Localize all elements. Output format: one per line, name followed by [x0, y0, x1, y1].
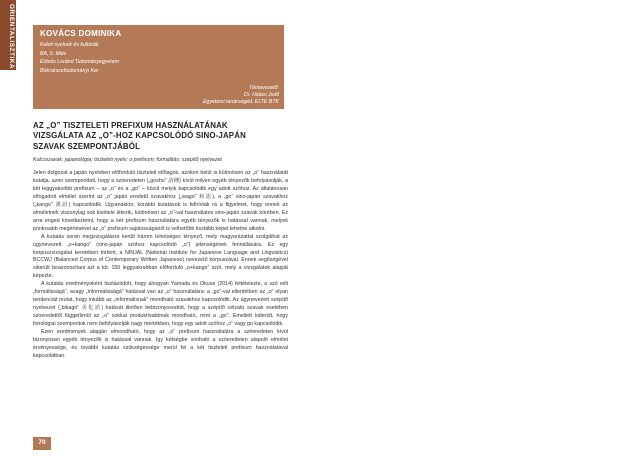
abstract-paragraph: Ezen eredmények alapján elmondható, hogy az „o” prefixum használatára a szóeredeten kívül bizonyosan egyéb tényezők is hatással vannak. Igy kétségbe vonható a szóeredeten alapuló elmélet érvényessége, és további kutatás szükségessége merül fel a két tiszteleti prefixum használatával kapcsolatban.	[33, 329, 288, 359]
section-side-tab	[0, 0, 16, 70]
supervisor-label: Témavezető:	[249, 85, 279, 91]
abstract-paragraph: A kutatás során megvizsgálásra került három lehetséges tényező, mely magyarázattal szolgálhat az úgynevezett „o+kango” (sino-japán szóhoz kapcsolódó „o”) jelenségének fennállására. Ez egy korpuszvizsgálat keretében történt, a NINJAL (National Institute for Japanese Language and Linguistics) BCCWJ (Balanced Corpus of Contemporary Written Japanese) nevezetű korpuszával. Ennek segítségével sikerült beazonosítani azt a kb. 150 leggyakrabban előforduló „o+kango” szót, mely a vizsgálatok alapját képezte.	[33, 233, 288, 280]
supervisor-name: Dr. Hidasi Judit	[244, 92, 279, 98]
author-header-box	[33, 25, 284, 109]
title-line: SZAVAK SZEMPONTJÁBÓL	[33, 141, 141, 151]
section-side-tab-label: ORIENTALISZTIKA	[8, 4, 15, 70]
affiliation-line: Eötvös Loránd Tudományegyetem	[40, 59, 119, 66]
supervisor-position: Egyetemi tanársegéd, ELTE BTK	[202, 99, 279, 105]
abstract-body	[33, 170, 288, 361]
author-name: KOVÁCS DOMINIKA	[40, 29, 122, 38]
page-number-box	[33, 437, 51, 450]
title-line: VIZSGÁLATA AZ „O”-HOZ KAPCSOLÓDÓ SINO-JAPÁN	[33, 131, 246, 141]
abstract-paragraph: A kutatás eredményeként tisztázódott, hogy ahogyan Yamada és Okuse (2014) feltételezte, a szó vélt „formálisságá”, avagy „informálisságá” hatással van az „o” használatára: a „go”-val ellentétben az „o” olyan tendenciát mutat, hogy inkább az „informálisnak” mondható szavakhoz kapcsolódik. Az úgynevezett szépítő nyelvezet („bikago” 美化語) hatását illetően bebizonyosodott, hogy a szépítő célzatú szavak esetében szóeredettől függetlenül az „o” sokkal produktívabbnak mondható, mint a „go”. Emellett kiderült, hogy fonológiai szempontok nem befolyásolják nagy mértékben, hogy egy adott szóhoz „o” vagy go kapcsolódik.	[33, 281, 288, 328]
article-title	[33, 121, 288, 152]
title-line: AZ „O” TISZTELETI PREFIXUM HASZNÁLATÁNAK	[33, 121, 228, 130]
affiliation-line: Keleti nyelvek és kultúrák	[40, 42, 99, 48]
affiliation-line: BA, 5. félév	[40, 50, 67, 57]
abstract-paragraph: Jelen dolgozat a japán nyelvben előforduló tiszteleti előtagok, azokon belül is különösen az „o” használatát kutatja, azon szempontból, hogy a szóeredeten („goshu” 語種) kívül milyen egyéb tényezők befolyásolják, a két leggyakoribb prefixum – az „o” és a „go” – közül melyik kapcsolódik egy adott szóhoz. Az általánosan elfogadott elmélet szerint az „o” japán eredetű szavakhoz („wago” 和語), a „go” sino-japán szavakhoz („kango” 漢語) kapcsolódik. Ugyanakkor, korábbi kutatások is felhívták rá a figyelmet, hogy ennek az elméletnek viszonylag sok kivétele létezik, különösen az „o”-val használatos sino-japán szavak körében. Ez arra enged következtetni, hogy a két prefixum használatára egyéb tényezők is hatással vannak, melyek pontosabb megértésével az „o” prefixum sajátosságairól is velhetőbb tisztább képet lehetne alkotni.	[33, 170, 288, 232]
keywords: Kulcsszavak: japanológia; tiszteleti nyelv; o prefixum; formalitás; szépítő nyelvezet	[33, 157, 222, 163]
page-number: 70	[38, 439, 46, 446]
affiliation-line: Bölcsészettudományi Kar	[40, 67, 99, 74]
